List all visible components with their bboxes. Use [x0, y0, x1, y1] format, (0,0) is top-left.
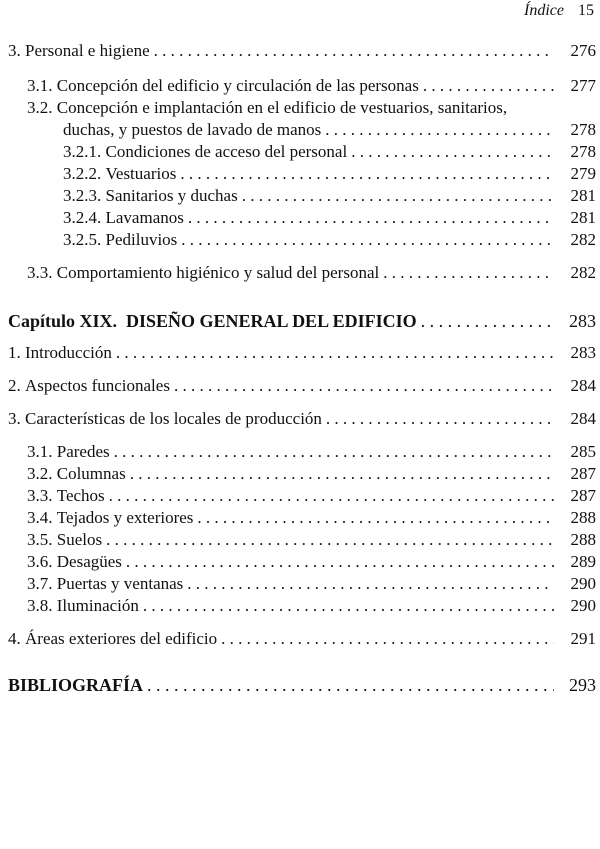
- toc-title: Suelos: [56, 530, 103, 549]
- toc-bibliography-entry: [8, 674, 596, 696]
- toc-number: 4.: [8, 629, 25, 648]
- toc-entry: [63, 229, 596, 251]
- leader-dots: [383, 262, 554, 284]
- toc-entry: [63, 141, 596, 163]
- running-head: Índice: [524, 2, 564, 19]
- leader-dots: [130, 463, 554, 485]
- toc-title: Techos: [56, 486, 105, 505]
- toc-entry: [27, 463, 596, 485]
- leader-dots: [143, 595, 554, 617]
- toc-page: 278: [570, 142, 596, 161]
- toc-number: 3.2.4.: [63, 208, 106, 227]
- toc-page: 281: [570, 208, 596, 227]
- toc-page: 290: [570, 596, 596, 615]
- leader-dots: [423, 75, 554, 97]
- toc-entry: [8, 628, 596, 650]
- toc-page: 290: [570, 574, 596, 593]
- page-header: [524, 2, 594, 20]
- toc-page: 282: [570, 230, 596, 249]
- toc-title: Introducción: [25, 343, 112, 362]
- toc-title: Pediluvios: [105, 230, 178, 249]
- toc-title: Características de los locales de producción: [25, 409, 322, 428]
- toc-page: 288: [570, 530, 596, 549]
- toc-title: Lavamanos: [105, 208, 184, 227]
- toc-number: 2.: [8, 376, 25, 395]
- toc-page: 277: [570, 76, 596, 95]
- leader-dots: [116, 342, 554, 364]
- leader-dots: [154, 40, 554, 62]
- chapter-title: Capítulo XIX. DISEÑO GENERAL DEL EDIFICIO: [8, 311, 417, 331]
- toc-title: Sanitarios y duchas: [105, 186, 238, 205]
- toc-number: 3.2.5.: [63, 230, 106, 249]
- toc-page: 293: [569, 675, 596, 695]
- toc-chapter-entry: [8, 310, 596, 332]
- leader-dots: [126, 551, 554, 573]
- toc-title: Concepción del edificio y circulación de las personas: [56, 76, 419, 95]
- toc-title: Tejados y exteriores: [56, 508, 194, 527]
- toc-entry: [27, 441, 596, 463]
- toc-number: 3.2.1.: [63, 142, 106, 161]
- toc-entry: [63, 185, 596, 207]
- toc-number: 3.: [8, 41, 25, 60]
- leader-dots: [351, 141, 554, 163]
- toc-title: Condiciones de acceso del personal: [105, 142, 348, 161]
- toc-page: 283: [569, 311, 596, 331]
- toc-page: 281: [570, 186, 596, 205]
- toc-number: 3.1.: [27, 442, 57, 461]
- toc-number: 3.3.: [27, 486, 57, 505]
- toc-page: 287: [570, 464, 596, 483]
- toc-number: 3.1.: [27, 76, 57, 95]
- leader-dots: [421, 310, 554, 332]
- leader-dots: [114, 441, 554, 463]
- leader-dots: [180, 163, 554, 185]
- leader-dots: [181, 229, 554, 251]
- toc-title-continuation: duchas, y puestos de lavado de manos: [63, 120, 322, 139]
- toc-title: Vestuarios: [105, 164, 177, 183]
- toc-entry: [27, 507, 596, 529]
- toc-page: 291: [570, 629, 596, 648]
- toc-entry: [63, 163, 596, 185]
- toc-title: Desagües: [56, 552, 122, 571]
- leader-dots: [174, 375, 554, 397]
- toc-number: 3.2.: [27, 464, 57, 483]
- toc-page: 282: [570, 263, 596, 282]
- toc-page: 283: [570, 343, 596, 362]
- toc-page: 278: [570, 120, 596, 139]
- leader-dots: [106, 529, 554, 551]
- toc-number: 3.4.: [27, 508, 57, 527]
- toc-title: Columnas: [56, 464, 126, 483]
- bibliography-title: BIBLIOGRAFÍA: [8, 675, 144, 695]
- toc-number: 3.7.: [27, 574, 57, 593]
- toc-entry: [27, 595, 596, 617]
- page-number: 15: [578, 2, 594, 19]
- leader-dots: [109, 485, 554, 507]
- toc-title: Comportamiento higiénico y salud del personal: [56, 263, 380, 282]
- toc-title: Áreas exteriores del edificio: [25, 629, 218, 648]
- toc-entry: [27, 75, 596, 97]
- leader-dots: [325, 119, 554, 141]
- toc-title: Personal e higiene: [25, 41, 150, 60]
- toc-entry: [27, 573, 596, 595]
- toc-title: Concepción e implantación en el edificio de vestuarios, sanitarios,: [56, 98, 508, 117]
- toc-entry: [8, 408, 596, 430]
- toc-title: Iluminación: [56, 596, 139, 615]
- toc-entry: [8, 40, 596, 62]
- toc-number: 3.6.: [27, 552, 57, 571]
- toc-page: 279: [570, 164, 596, 183]
- toc-entry: [8, 375, 596, 397]
- toc-page: 276: [570, 41, 596, 60]
- toc-entry: [27, 485, 596, 507]
- leader-dots: [326, 408, 554, 430]
- toc-number: 3.8.: [27, 596, 57, 615]
- toc-entry-continuation: [63, 119, 596, 141]
- leader-dots: [188, 207, 554, 229]
- toc-number: 3.2.2.: [63, 164, 106, 183]
- toc-page: 285: [570, 442, 596, 461]
- leader-dots: [221, 628, 554, 650]
- toc-number: 3.3.: [27, 263, 57, 282]
- toc-number: 3.2.: [27, 98, 57, 117]
- toc-entry: [27, 262, 596, 284]
- leader-dots: [197, 507, 554, 529]
- toc-page: 287: [570, 486, 596, 505]
- toc-page: 284: [570, 409, 596, 428]
- leader-dots: [187, 573, 554, 595]
- toc-title: Aspectos funcionales: [25, 376, 170, 395]
- toc-number: 3.2.3.: [63, 186, 106, 205]
- toc-title: Puertas y ventanas: [56, 574, 184, 593]
- leader-dots: [147, 674, 554, 696]
- toc-number: 1.: [8, 343, 25, 362]
- toc-number: 3.5.: [27, 530, 57, 549]
- toc-entry: [27, 551, 596, 573]
- toc-entry: [27, 529, 596, 551]
- leader-dots: [242, 185, 554, 207]
- toc-page: 289: [570, 552, 596, 571]
- toc-entry: [63, 207, 596, 229]
- toc-entry-first-line: [27, 97, 507, 119]
- toc-page: 288: [570, 508, 596, 527]
- toc-number: 3.: [8, 409, 25, 428]
- toc-page: 284: [570, 376, 596, 395]
- toc-entry: [8, 342, 596, 364]
- toc-title: Paredes: [56, 442, 110, 461]
